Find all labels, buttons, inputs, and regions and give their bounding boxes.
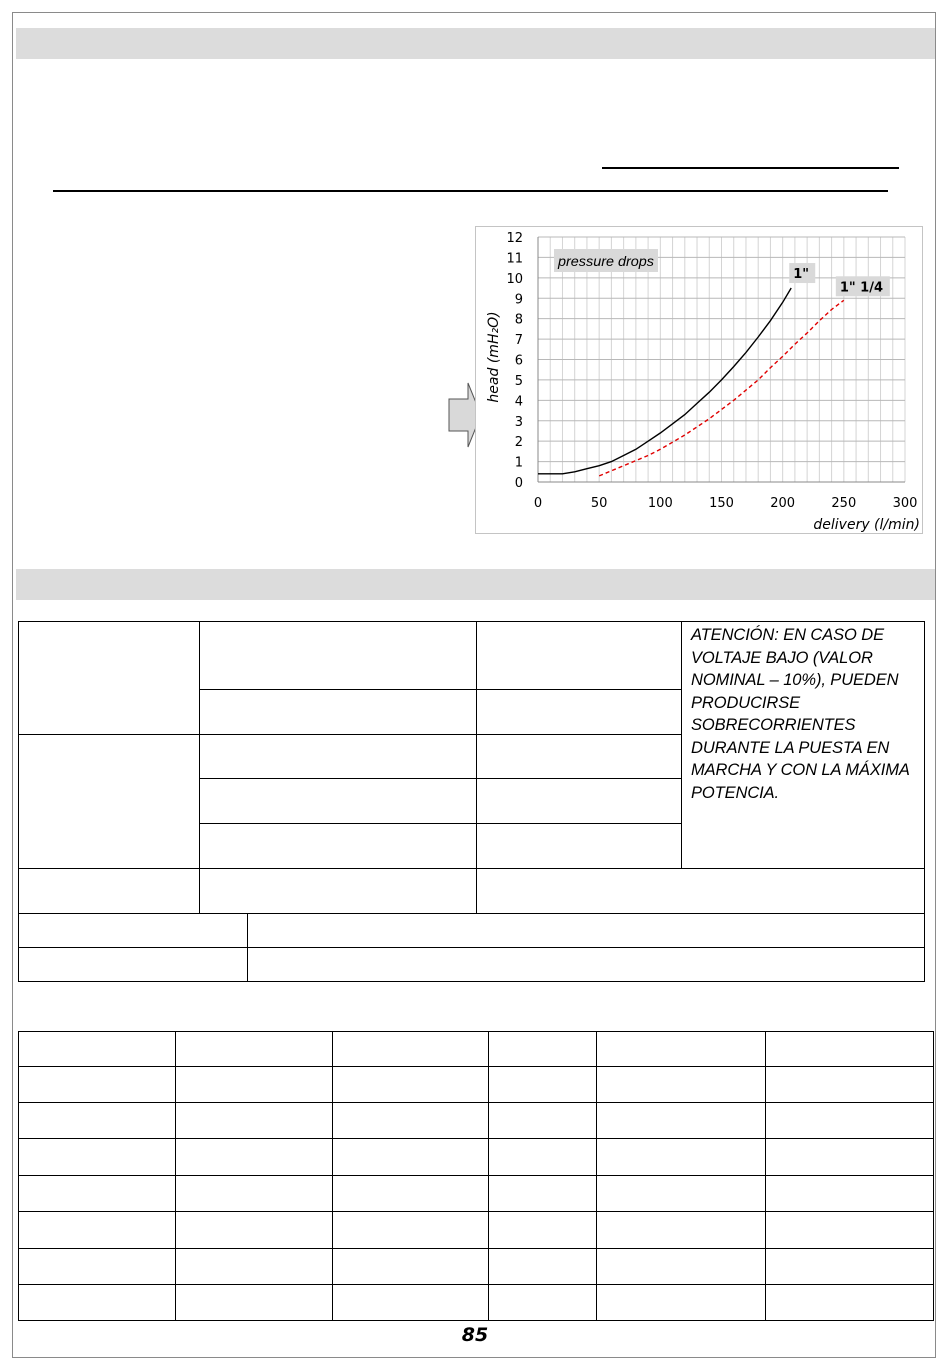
table-cell xyxy=(176,1176,333,1212)
table-cell xyxy=(19,948,248,982)
table-cell xyxy=(597,1176,766,1212)
table-cell xyxy=(19,1285,176,1321)
table-cell xyxy=(333,1249,489,1285)
y-tick-label: 4 xyxy=(514,394,523,410)
y-tick-label: 9 xyxy=(514,292,523,308)
table-cell xyxy=(19,1067,176,1103)
table-cell xyxy=(766,1285,934,1321)
page-number: 85 xyxy=(461,1324,489,1346)
x-tick-label: 50 xyxy=(590,496,608,511)
table-row xyxy=(19,1249,934,1285)
table-cell xyxy=(597,1139,766,1176)
table-cell xyxy=(489,1139,597,1176)
table-row xyxy=(19,1032,934,1067)
pressure-drop-chart xyxy=(475,226,923,534)
table-cell xyxy=(597,1103,766,1139)
long-rule xyxy=(53,190,888,192)
x-tick-label: 250 xyxy=(831,496,857,511)
table-cell xyxy=(489,1032,597,1067)
table-cell xyxy=(333,1032,489,1067)
table-cell xyxy=(477,735,682,779)
table-cell xyxy=(333,1103,489,1139)
y-tick-label: 11 xyxy=(506,251,523,267)
y-tick-label: 3 xyxy=(514,414,523,430)
y-tick-label: 7 xyxy=(514,333,523,349)
table-cell xyxy=(766,1212,934,1249)
table-cell xyxy=(200,622,477,690)
section-header-bar xyxy=(16,28,935,59)
table-cell xyxy=(489,1212,597,1249)
table-cell xyxy=(489,1067,597,1103)
table-cell xyxy=(19,1103,176,1139)
y-tick-label: 2 xyxy=(514,435,523,451)
table-cell xyxy=(176,1212,333,1249)
series-line xyxy=(538,288,791,474)
table-cell xyxy=(477,824,682,869)
series-label xyxy=(789,263,815,283)
table-cell xyxy=(200,735,477,779)
y-tick-label: 6 xyxy=(514,353,523,369)
table-cell xyxy=(766,1249,934,1285)
table-cell xyxy=(766,1067,934,1103)
table-cell xyxy=(477,690,682,735)
y-tick-label: 8 xyxy=(514,312,523,328)
table-cell xyxy=(333,1176,489,1212)
table-cell xyxy=(766,1176,934,1212)
table-cell xyxy=(19,914,248,948)
table-cell xyxy=(200,824,477,869)
notice-cell xyxy=(682,622,925,869)
chart-y-axis-label: head (mH₂O) xyxy=(486,311,502,403)
table-cell xyxy=(200,690,477,735)
electrical-data-table-lower xyxy=(18,868,925,914)
table-row xyxy=(19,1103,934,1139)
table-cell xyxy=(248,914,925,948)
table-cell xyxy=(597,1032,766,1067)
table-cell xyxy=(333,1139,489,1176)
table-cell xyxy=(489,1285,597,1321)
specs-grid-table xyxy=(18,1031,934,1321)
table-cell xyxy=(19,869,200,914)
table-cell xyxy=(333,1212,489,1249)
table-cell xyxy=(248,948,925,982)
table-cell xyxy=(19,1249,176,1285)
table-row xyxy=(19,1067,934,1103)
table-cell xyxy=(766,1103,934,1139)
table-cell xyxy=(176,1032,333,1067)
y-tick-label: 10 xyxy=(506,271,523,287)
series-label xyxy=(836,276,890,296)
y-tick-label: 5 xyxy=(514,373,523,389)
table-cell xyxy=(477,869,925,914)
table-cell xyxy=(489,1176,597,1212)
table-cell xyxy=(333,1067,489,1103)
x-tick-label: 100 xyxy=(647,496,673,511)
table-cell xyxy=(597,1067,766,1103)
table-cell xyxy=(477,622,682,690)
table-cell xyxy=(176,1103,333,1139)
table-cell xyxy=(19,622,200,735)
series-label-text: 1" xyxy=(793,267,810,283)
table-cell xyxy=(477,779,682,824)
table-cell xyxy=(200,779,477,824)
x-tick-label: 200 xyxy=(770,496,796,511)
series-label-text: 1" 1/4 xyxy=(839,280,884,296)
section-header-bar-2 xyxy=(16,569,935,600)
table-cell xyxy=(489,1103,597,1139)
low-voltage-notice: ATENCIÓN: EN CASO DE VOLTAJE BAJO (VALOR NOMINAL – 10%), PUEDEN PRODUCIRSE SOBRECORRIENTES DURANTE LA PUESTA EN MARCHA Y CON LA MÁXIMA POTENCIA. xyxy=(691,626,910,802)
y-tick-label: 12 xyxy=(506,231,523,246)
table-cell xyxy=(176,1285,333,1321)
table-cell xyxy=(19,735,200,869)
electrical-data-table xyxy=(18,621,925,869)
table-cell xyxy=(597,1249,766,1285)
short-rule xyxy=(602,167,899,169)
table-cell xyxy=(176,1139,333,1176)
table-cell xyxy=(489,1249,597,1285)
table-cell xyxy=(766,1032,934,1067)
table-cell xyxy=(200,869,477,914)
table-cell xyxy=(333,1285,489,1321)
table-row xyxy=(19,1285,934,1321)
table-cell xyxy=(176,1249,333,1285)
info-table xyxy=(18,913,925,982)
table-row xyxy=(19,1139,934,1176)
table-cell xyxy=(19,1212,176,1249)
table-cell xyxy=(19,1032,176,1067)
x-tick-label: 0 xyxy=(533,496,543,511)
chart-svg xyxy=(476,227,924,535)
table-cell xyxy=(19,1139,176,1176)
chart-x-axis-label: delivery (l/min) xyxy=(813,517,920,533)
table-cell xyxy=(597,1212,766,1249)
table-cell xyxy=(766,1139,934,1176)
x-tick-label: 150 xyxy=(709,496,734,511)
table-cell xyxy=(19,1176,176,1212)
y-tick-label: 0 xyxy=(514,476,523,491)
table-row xyxy=(19,1212,934,1249)
table-row xyxy=(19,1176,934,1212)
table-cell xyxy=(176,1067,333,1103)
y-tick-label: 1 xyxy=(514,455,523,471)
table-cell xyxy=(597,1285,766,1321)
x-tick-label: 300 xyxy=(892,496,918,511)
chart-title: pressure drops xyxy=(556,253,654,269)
